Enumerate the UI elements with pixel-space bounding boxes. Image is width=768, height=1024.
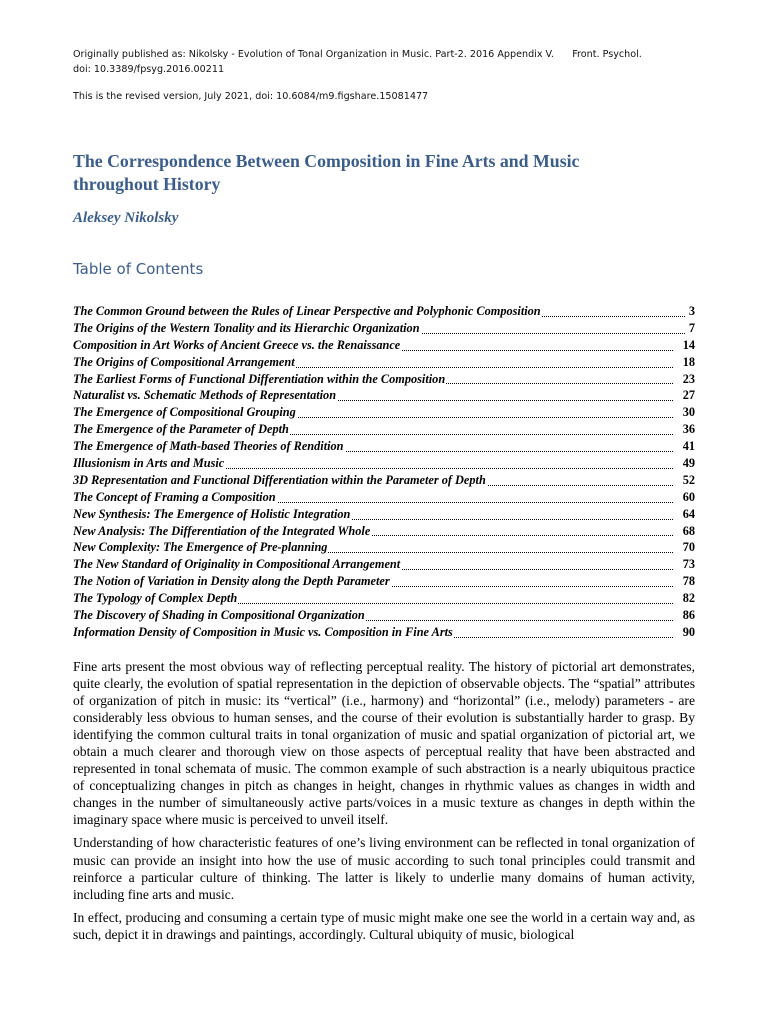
toc-entry-page: 14 [682, 337, 695, 352]
toc-entry-page: 49 [682, 456, 695, 471]
toc-entry-page: 78 [682, 574, 695, 589]
author-name: Aleksey Nikolsky [73, 210, 179, 226]
toc-entry-page: 90 [682, 624, 695, 639]
toc-entry-page: 82 [682, 591, 695, 606]
toc-entry-title: Illusionism in Arts and Music [73, 456, 225, 471]
toc-entry-title: Composition in Art Works of Ancient Greece vs. the Renaissance [73, 337, 401, 352]
title-line: The Correspondence Between Composition in Fine Arts and Music [73, 151, 580, 171]
toc-entry[interactable] [73, 320, 695, 337]
toc-entry[interactable] [73, 590, 695, 607]
toc-entry-title: New Complexity: The Emergence of Pre-planning [73, 540, 328, 555]
toc-entry-title: The Emergence of Compositional Grouping [73, 405, 296, 420]
toc-entry-page: 7 [688, 320, 695, 335]
toc-entry-page: 36 [682, 422, 695, 437]
toc-entry-title: The Typology of Complex Depth [73, 591, 238, 606]
toc-entry-title: The Notion of Variation in Density along the Depth Parameter [73, 574, 390, 589]
toc-entry-title: New Analysis: The Differentiation of the Integrated Whole [73, 523, 371, 538]
toc-heading: Table of Contents [73, 260, 204, 278]
toc-entry[interactable] [73, 472, 695, 489]
toc-entry-page: 60 [682, 489, 695, 504]
document-title [73, 150, 693, 196]
toc-entry[interactable] [73, 421, 695, 438]
body-text [73, 658, 695, 949]
toc-entry[interactable] [73, 506, 695, 523]
revision-line: This is the revised version, July 2021, doi: 10.6084/m9.figshare.15081477 [73, 91, 429, 102]
toc-entry[interactable] [73, 404, 695, 421]
title-line: throughout History [73, 174, 221, 194]
toc-entry-title: New Synthesis: The Emergence of Holistic Integration [73, 506, 351, 521]
toc-entry[interactable] [73, 489, 695, 506]
toc-entry[interactable] [73, 607, 695, 624]
toc-entry-page: 64 [682, 506, 695, 521]
toc-entry[interactable] [73, 387, 695, 404]
toc-entry[interactable] [73, 371, 695, 388]
toc-entry[interactable] [73, 337, 695, 354]
toc-entry[interactable] [73, 556, 695, 573]
toc-entry[interactable] [73, 523, 695, 540]
doi-line: doi: 10.3389/fpsyg.2016.00211 [73, 64, 225, 75]
toc-entry[interactable] [73, 354, 695, 371]
toc-entry-title: The Concept of Framing a Composition [73, 489, 276, 504]
toc-entry-page: 30 [682, 405, 695, 420]
table-of-contents [73, 303, 695, 641]
toc-entry-title: The Discovery of Shading in Compositional Organization [73, 608, 365, 623]
paragraph: Understanding of how characteristic features of one’s living environment can be reflected in tonal organization of music can provide an insight into how the use of music according to such tonal principles could transmit and reinforce a particular culture of thinking. The latter is likely to underlie many domains of human activity, including fine arts and music. [73, 835, 695, 902]
toc-entry-title: 3D Representation and Functional Differentiation within the Parameter of Depth [73, 472, 486, 487]
toc-entry-page: 27 [682, 388, 695, 403]
toc-entry-title: The Emergence of Math-based Theories of Rendition [73, 439, 344, 454]
toc-entry[interactable] [73, 303, 695, 320]
toc-entry-page: 73 [682, 557, 695, 572]
toc-entry-title: Naturalist vs. Schematic Methods of Representation [73, 388, 337, 403]
toc-entry-page: 70 [682, 540, 695, 555]
toc-entry-title: The Origins of the Western Tonality and its Hierarchic Organization [73, 320, 420, 335]
toc-entry-title: The Origins of Compositional Arrangement [73, 354, 295, 369]
paragraph: In effect, producing and consuming a certain type of music might make one see the world in a certain way and, as such, depict it in drawings and paintings, accordingly. Cultural ubiquity of music, biological [73, 909, 695, 942]
paragraph: Fine arts present the most obvious way of reflecting perceptual reality. The history of pictorial art demonstrates, quite clearly, the evolution of spatial representation in the depiction of observable objects. The “spatial” attributes of organization of pitch in music: its “vertical” (i.e., harmony) and “horizontal” (i.e., melody) parameters - are considerably less obvious to human senses, and the course of their evolution is substantially harder to grasp. By identifying the common cultural traits in tonal organization of music and spatial organization of pictorial art, we obtain a much clearer and thorough view on those aspects of perceptual reality that have been abstracted and represented in tonal schemata of music. The common example of such abstraction is a nearly ubiquitous practice of conceptualizing changes in pitch as changes in height, changes in rhythmic values as changes in width and changes in the number of simultaneously active parts/voices in a music texture as changes in depth within the imaginary space where music is perceived to unveil itself. [73, 659, 695, 828]
toc-entry-title: The Earliest Forms of Functional Differentiation within the Composition [73, 371, 446, 386]
toc-entry[interactable] [73, 539, 695, 556]
toc-entry-page: 68 [682, 523, 695, 538]
toc-entry[interactable] [73, 624, 695, 641]
toc-entry[interactable] [73, 573, 695, 590]
toc-entry-page: 23 [682, 371, 695, 386]
toc-entry-page: 86 [682, 608, 695, 623]
toc-entry-title: Information Density of Composition in Music vs. Composition in Fine Arts [73, 624, 453, 639]
toc-entry-page: 52 [682, 472, 695, 487]
toc-entry[interactable] [73, 438, 695, 455]
toc-entry-page: 3 [688, 304, 695, 318]
publication-line: Originally published as: Nikolsky - Evolution of Tonal Organization in Music. Part-2. 2016 Appendix V. Front. Psychol. [73, 49, 642, 60]
toc-entry[interactable] [73, 455, 695, 472]
toc-entry-title: The Common Ground between the Rules of Linear Perspective and Polyphonic Composition [73, 304, 541, 318]
toc-entry-page: 41 [682, 439, 695, 454]
toc-entry-page: 18 [682, 354, 695, 369]
toc-entry-title: The New Standard of Originality in Compositional Arrangement [73, 557, 401, 572]
toc-entry-title: The Emergence of the Parameter of Depth [73, 422, 289, 437]
publication-info [73, 47, 713, 77]
